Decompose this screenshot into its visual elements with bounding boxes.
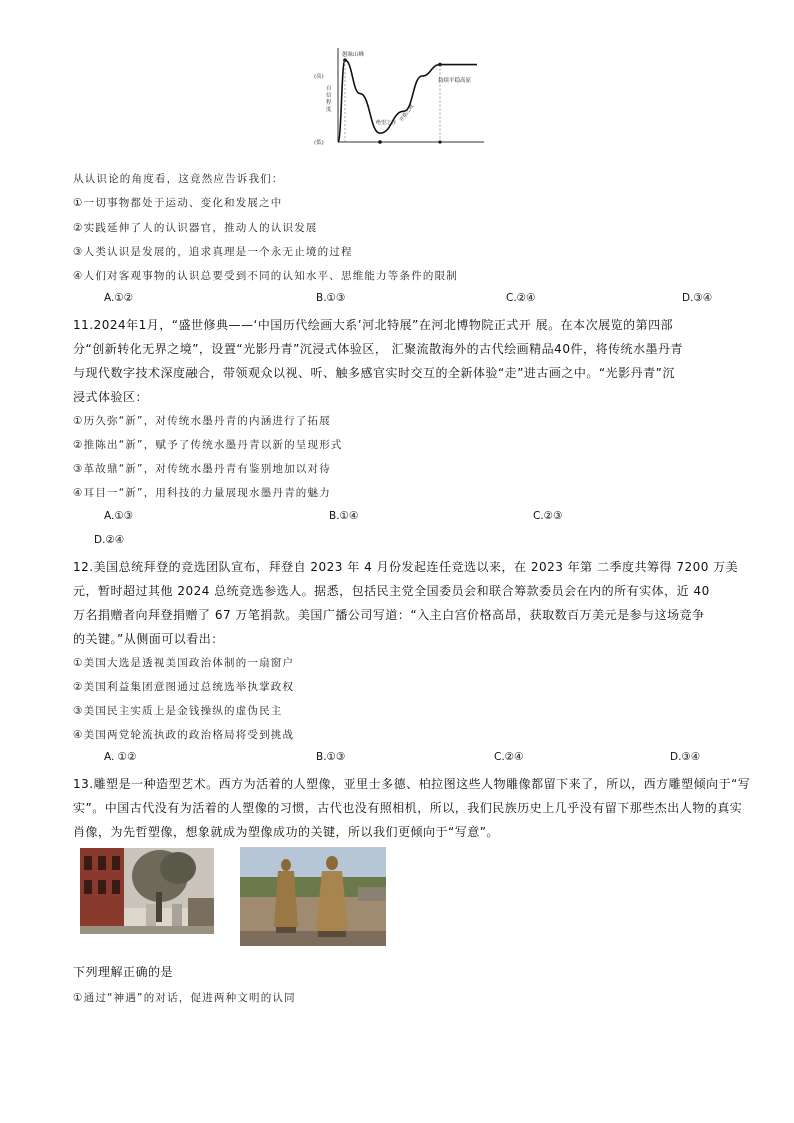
q11-option-a[interactable]: A.①③ [104,510,134,522]
curve-points [343,58,442,143]
q12-option-d[interactable]: D.③④ [670,751,701,763]
q10-option-a[interactable]: A.①② [104,292,134,304]
q11-item-3: ③革故鼎“新”，对传统水墨丹青有鉴别地加以对待 [73,463,331,475]
two-statues-photo [240,847,386,946]
q10-item-1: ①一切事物都处于运动、变化和发展之中 [73,197,283,209]
slope-label: 开悟之坡 [398,103,416,124]
q12-item-4: ④美国两党轮流执政的政治格局将受到挑战 [73,729,295,741]
q12-item-3: ③美国民主实质上是金钱操纵的虚伪民主 [73,705,283,717]
q12-item-1: ①美国大选是透视美国政治体制的一扇窗户 [73,657,295,669]
q10-item-2: ②实践延伸了人的认识器官，推动人的认识发展 [73,222,318,234]
q13-line-3: 肖像，为先哲塑像，想象就成为塑像成功的关键，所以我们更倾向于“写意”。 [73,825,499,839]
q11-item-2: ②推陈出“新”，赋予了传统水墨丹青以新的呈现形式 [73,439,343,451]
q10-item-4: ④人们对客观事物的认识总要受到不同的认知水平、思维能力等条件的限制 [73,270,459,282]
q10-option-d[interactable]: D.③④ [682,292,713,304]
ylabel-char: 程 [326,100,332,106]
dunning-kruger-chart [312,44,488,148]
ylabel-top: (高) [314,74,324,80]
q11-line-2: 分“创新转化无界之境”，设置“光影丹青”沉浸式体验区， 汇聚流散海外的古代绘画精品40件，将传统水墨丹青 [73,342,683,356]
q11-line-1: 11.2024年1月，“盛世修典——‘中国历代绘画大系’河北特展”在河北博物院正式开 展。在本次展览的第四部 [73,318,674,332]
q13-line-1: 13.雕塑是一种造型艺术。西方为活着的人塑像，亚里士多德、柏拉图这些人物雕像都留下来了，所以，西方雕塑倾向于“写 [73,777,751,791]
ylabel-char: 自 [326,86,332,92]
peak-label: 愚昧山峰 [342,52,365,58]
confidence-curve [338,60,477,142]
q11-option-c[interactable]: C.②③ [533,510,563,522]
q13-item-1: ①通过“神遇”的对话，促进两种文明的认同 [73,992,296,1004]
q11-option-d[interactable]: D.②④ [94,534,125,546]
valley-label: 绝望之谷 [376,120,397,126]
chart-svg [312,44,488,148]
q12-item-2: ②美国利益集团意图通过总统选举执掌政权 [73,681,295,693]
ylabel-bottom: (低) [314,140,324,146]
ylabel-vertical [326,84,332,113]
q13-question: 下列理解正确的是 [73,965,174,979]
plateau-label: 持续平稳高原 [438,78,472,84]
q12-line-4: 的关键。”从侧面可以看出： [73,632,224,646]
q10-stem: 从认识论的角度看，这竟然应告诉我们： [73,173,284,185]
q12-option-a[interactable]: A. ①② [104,751,137,763]
q12-line-3: 万名捐赠者向拜登捐赠了 67 万笔捐款。美国广播公司写道：“入主白宫价格高昂，获取数百万美元是参与这场竞争 [73,608,705,622]
q11-option-b[interactable]: B.①④ [329,510,359,522]
sculpture-garden-photo [80,848,214,934]
q10-option-b[interactable]: B.①③ [316,292,346,304]
q10-option-c[interactable]: C.②④ [506,292,536,304]
ylabel-char: 度 [326,107,332,113]
q11-line-3: 与现代数字技术深度融合，带领观众以视、听、触多感官实时交互的全新体验“走”进古画之中。“光影丹青”沉 [73,366,675,380]
q11-item-4: ④耳目一“新”，用科技的力量展现水墨丹青的魅力 [73,487,331,499]
q12-line-1: 12.美国总统拜登的竞选团队宣布，拜登自 2023 年 4 月份发起连任竞选以来，在 2023 年第 二季度共筹得 7200 万美 [73,560,739,574]
ylabel-char: 信 [326,93,332,99]
q12-line-2: 元，暂时超过其他 2024 总统竞选参选人。据悉，包括民主党全国委员会和联合筹款委员会在内的所有实体，近 40 [73,584,710,598]
q11-line-4: 浸式体验区： [73,390,149,404]
q12-option-c[interactable]: C.②④ [494,751,524,763]
q10-item-3: ③人类认识是发展的，追求真理是一个永无止境的过程 [73,246,353,258]
q11-item-1: ①历久弥“新”，对传统水墨丹青的内涵进行了拓展 [73,415,331,427]
axis-point [378,140,381,143]
q12-option-b[interactable]: B.①③ [316,751,346,763]
q13-line-2: 实”。中国古代没有为活着的人塑像的习惯，古代也没有照相机，所以，我们民族历史上几乎没有留下那些杰出人物的真实 [73,801,743,815]
